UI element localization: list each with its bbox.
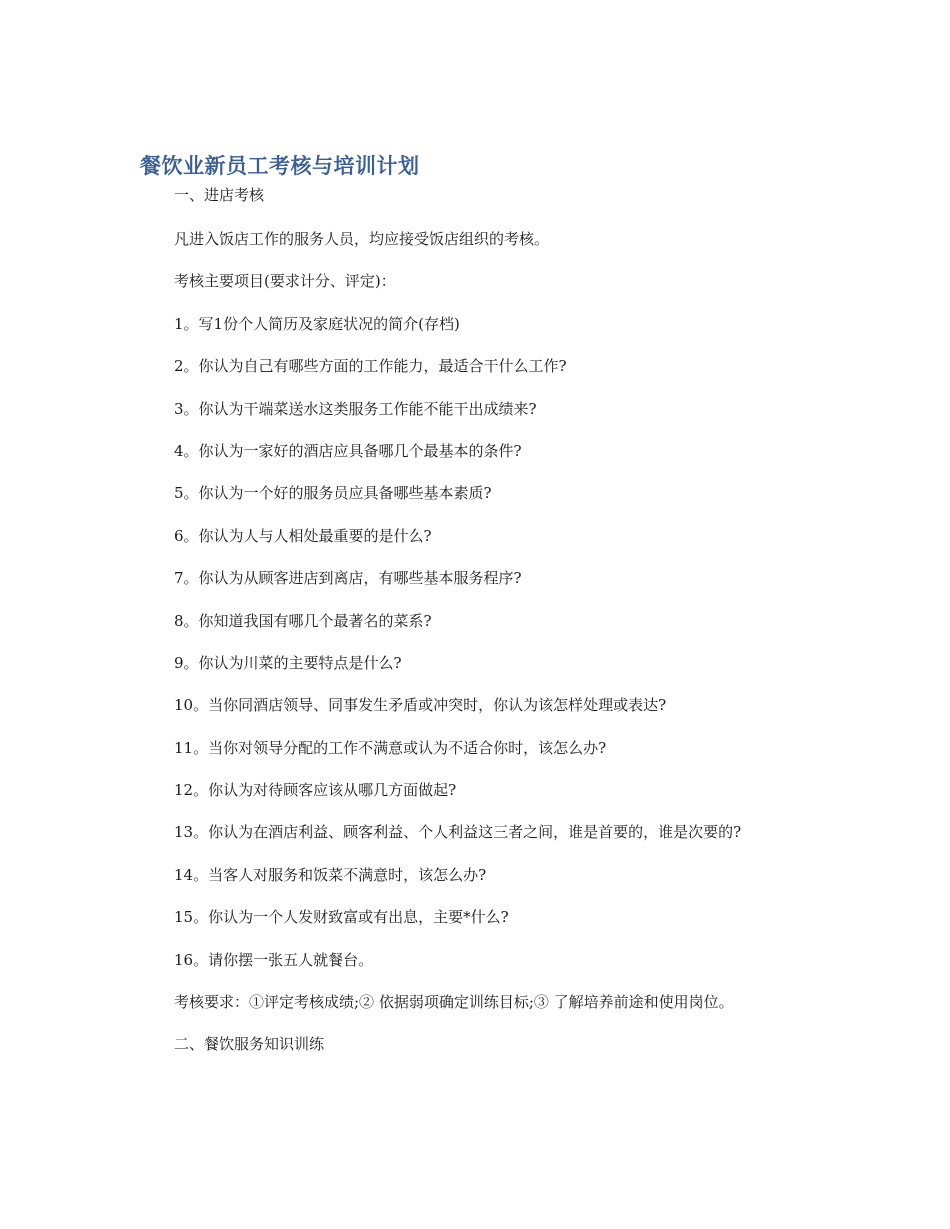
list-item: 9。你认为川菜的主要特点是什么? [174,653,402,672]
document-body [174,184,874,1076]
intro-paragraph: 凡进入饭店工作的服务人员，均应接受饭店组织的考核。 [174,230,550,248]
section-heading-1: 一、进店考核 [174,186,265,204]
list-item: 2。你认为自己有哪些方面的工作能力，最适合干什么工作? [174,357,567,376]
list-item: 4。你认为一家好的酒店应具备哪几个最基本的条件? [174,441,522,460]
list-item: 1。写1份个人简历及家庭状况的简介(存档) [174,314,460,333]
list-item: 7。你认为从顾客进店到离店，有哪些基本服务程序? [174,569,522,588]
list-item: 3。你认为干端菜送水这类服务工作能不能干出成绩来? [174,399,537,418]
list-item: 5。你认为一个好的服务员应具备哪些基本素质? [174,484,492,503]
section-heading-2: 二、餐饮服务知识训练 [174,1035,325,1054]
list-item: 11。当你对领导分配的工作不满意或认为不适合你时，该怎么办? [174,738,607,757]
list-item: 12。你认为对待顾客应该从哪几方面做起? [174,781,457,800]
list-item: 14。当客人对服务和饭菜不满意时，该怎么办? [174,865,487,884]
list-item: 6。你认为人与人相处最重要的是什么? [174,526,432,545]
assessment-item-list [174,313,874,991]
items-heading: 考核主要项目(要求计分、评定)： [174,272,396,291]
list-item: 8。你知道我国有哪几个最著名的菜系? [174,611,432,630]
list-item: 10。当你同酒店领导、同事发生矛盾或冲突时，你认为该怎样处理或表达? [174,696,667,715]
list-item: 16。请你摆一张五人就餐台。 [174,950,374,969]
list-item: 15。你认为一个人发财致富或有出息，主要*什么? [174,908,509,927]
document-title: 餐饮业新员工考核与培训计划 [140,154,420,178]
list-item: 13。你认为在酒店利益、顾客利益、个人利益这三者之间，谁是首要的，谁是次要的? [174,823,742,842]
requirements-paragraph: 考核要求：①评定考核成绩;② 依据弱项确定训练目标;③ 了解培养前途和使用岗位。 [174,993,734,1012]
